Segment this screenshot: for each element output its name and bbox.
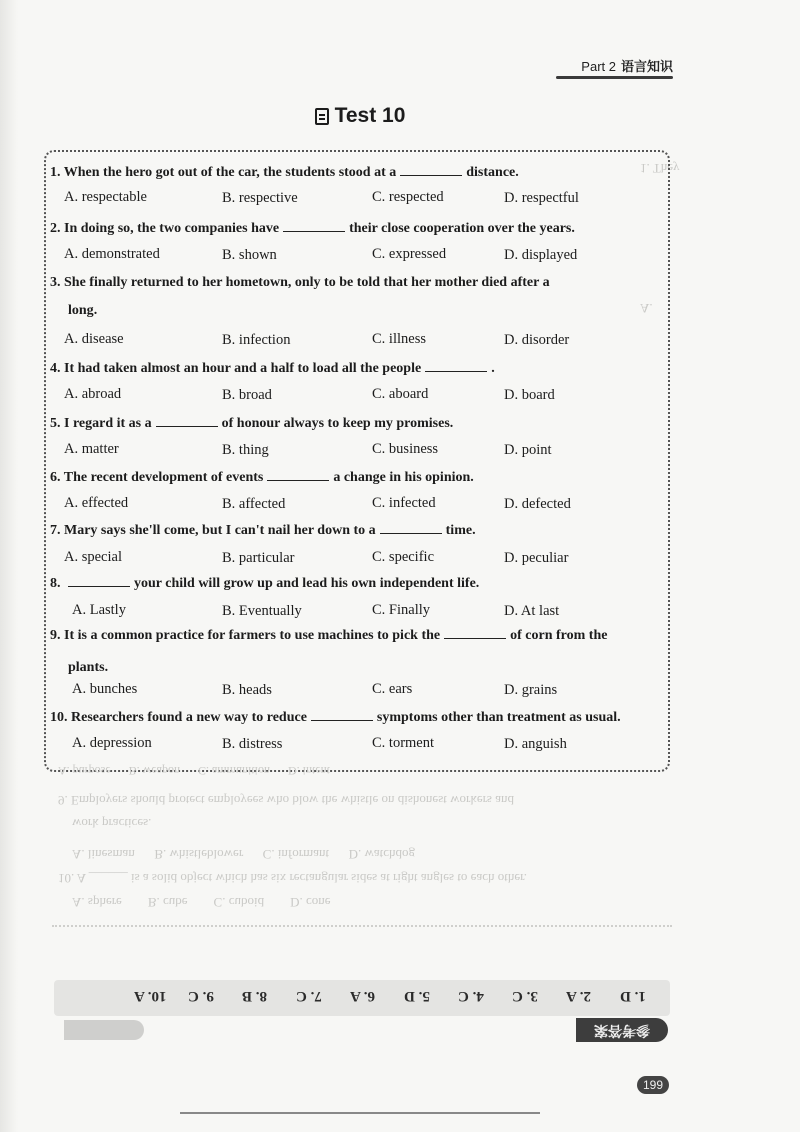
question-4 <box>50 358 670 379</box>
question-number: 8. <box>50 576 61 591</box>
question-9 <box>50 625 670 646</box>
option-c: C. aboard <box>372 386 429 402</box>
bleed-through-text: A. sphere B. cube C. cuboid D. cone <box>72 895 331 910</box>
bleed-through-text: 9. Employers should protect employees who blow the whistle on dishonest workers and <box>58 793 515 808</box>
answer-blank <box>156 413 218 427</box>
question-5 <box>50 413 670 434</box>
question-8 <box>50 573 670 594</box>
option-c: C. business <box>372 441 439 457</box>
question-text-after-blank: . <box>491 361 495 376</box>
question-text: long <box>68 303 94 318</box>
test-title <box>0 104 720 128</box>
bleed-through-text: A. <box>640 301 653 316</box>
question-number: 2. <box>50 221 61 236</box>
answer-item: 8. B <box>242 988 268 1004</box>
option-d: D. grains <box>504 682 558 698</box>
answer-blank <box>425 358 487 372</box>
option-d: D. disorder <box>504 332 570 348</box>
question-6 <box>50 467 670 488</box>
question-number: 1. <box>50 165 61 180</box>
option-c: C. expressed <box>372 246 447 262</box>
question-number: 4. <box>50 361 61 376</box>
option-a: A. Lastly <box>72 602 126 618</box>
option-c: C. specific <box>372 549 435 565</box>
bleed-through-text: A. purpose B. weapon C. ammunition D. intent <box>58 764 330 778</box>
quiz-box <box>44 150 670 772</box>
answer-item: 3. C <box>512 988 538 1004</box>
option-b: B. distress <box>222 736 283 752</box>
answer-blank <box>68 573 130 587</box>
option-a: A. matter <box>64 441 119 457</box>
question-text: Mary says she'll come, but I can't nail her down to a <box>64 523 376 538</box>
question-text-after-blank: of corn from the <box>510 628 608 643</box>
option-a: A. disease <box>64 331 124 347</box>
question-text-after-blank: their close cooperation over the years. <box>349 221 575 236</box>
question-continuation <box>68 303 97 319</box>
header-underline <box>556 76 673 79</box>
option-d: D. respectful <box>504 190 579 206</box>
question-10 <box>50 707 670 728</box>
option-a: A. effected <box>64 495 129 511</box>
option-c: C. Finally <box>372 602 431 618</box>
question-number: 10. <box>50 710 68 725</box>
question-text-after-blank: time. <box>445 523 476 538</box>
option-c: C. ears <box>372 681 413 697</box>
question-text-after-blank: symptoms other than treatment as usual. <box>376 710 621 725</box>
option-a: A. special <box>64 549 122 565</box>
option-a: A. depression <box>72 735 152 751</box>
option-d: D. defected <box>504 496 571 512</box>
answer-blank <box>267 467 329 481</box>
answer-item: 10. A <box>134 988 167 1004</box>
test-title-text: Test 10 <box>334 104 406 127</box>
question-text: She finally returned to her hometown, only to be told that her mother died after a <box>64 275 550 290</box>
option-b: B. thing <box>222 442 269 458</box>
bottom-rule <box>180 1112 540 1114</box>
answer-tag-accent <box>64 1020 144 1040</box>
part-label: Part 2 <box>581 59 616 74</box>
option-d: D. board <box>504 387 555 403</box>
answer-item: 1. D <box>620 988 646 1004</box>
option-d: D. anguish <box>504 736 567 752</box>
option-b: B. broad <box>222 387 272 403</box>
page-header <box>548 52 673 82</box>
question-number: 3. <box>50 275 61 290</box>
question-number: 7. <box>50 523 61 538</box>
question-text: In doing so, the two companies have <box>64 221 280 236</box>
option-c: C. illness <box>372 331 426 347</box>
question-text: plants. <box>68 660 109 675</box>
question-text: When the hero got out of the car, the students stood at a <box>63 165 397 180</box>
option-b: B. shown <box>222 247 277 263</box>
answer-key-label: 参考答案 <box>576 1018 668 1042</box>
question-text: It had taken almost an hour and a half to load all the people <box>64 361 422 376</box>
answer-item: 5. D <box>404 988 430 1004</box>
answer-item: 2. A <box>566 988 592 1004</box>
question-continuation <box>68 660 108 676</box>
question-number: 9. <box>50 628 61 643</box>
bleed-through-text: A. linesman B. whistleblower C. informant D. watchdog <box>72 847 416 862</box>
option-a: A. abroad <box>64 386 122 402</box>
bleed-through-text: work practices. <box>72 816 152 831</box>
option-b: B. infection <box>222 332 291 348</box>
answer-item: 7. C <box>296 988 322 1004</box>
question-number: 5. <box>50 416 61 431</box>
answer-blank <box>311 707 373 721</box>
answer-blank <box>380 520 442 534</box>
option-c: C. respected <box>372 189 444 205</box>
option-a: A. bunches <box>72 681 138 697</box>
question-text-after-blank: of honour always to keep my promises. <box>221 416 454 431</box>
option-b: B. affected <box>222 496 286 512</box>
option-a: A. respectable <box>64 189 147 205</box>
question-2 <box>50 218 670 239</box>
question-text-after-blank: distance. <box>466 165 519 180</box>
option-d: D. peculiar <box>504 550 569 566</box>
option-b: B. Eventually <box>222 603 302 619</box>
bleed-through-text: 1. They <box>640 161 680 176</box>
option-b: B. particular <box>222 550 295 566</box>
document-icon <box>315 108 329 125</box>
section-label: 语言知识 <box>620 59 673 74</box>
option-c: C. torment <box>372 735 435 751</box>
bleed-through-text: 10. A ______ is a solid object which has six rectangular sides at right angles to each other. <box>58 871 527 886</box>
divider <box>52 925 672 927</box>
question-text: It is a common practice for farmers to use machines to pick the <box>64 628 441 643</box>
answer-item: 4. C <box>458 988 484 1004</box>
question-text-after-blank: your child will grow up and lead his own independent life. <box>134 576 480 591</box>
question-number: 6. <box>50 470 61 485</box>
page-number: 199 <box>637 1076 669 1094</box>
option-b: B. heads <box>222 682 272 698</box>
question-text: I regard it as a <box>64 416 152 431</box>
question-7 <box>50 520 670 541</box>
option-d: D. point <box>504 442 552 458</box>
question-3 <box>50 273 670 293</box>
page-edge-shadow <box>0 0 18 1132</box>
answer-blank <box>283 218 345 232</box>
option-b: B. respective <box>222 190 298 206</box>
option-c: C. infected <box>372 495 436 511</box>
answer-item: 9. C <box>188 988 214 1004</box>
answer-blank <box>400 162 462 176</box>
answer-item: 6. A <box>350 988 376 1004</box>
question-text: Researchers found a new way to reduce <box>71 710 307 725</box>
option-d: D. At last <box>504 603 560 619</box>
question-text-after-blank: . <box>93 303 98 318</box>
question-text-after-blank: a change in his opinion. <box>333 470 474 485</box>
option-a: A. demonstrated <box>64 246 160 262</box>
question-text: The recent development of events <box>63 470 264 485</box>
option-d: D. displayed <box>504 247 578 263</box>
answer-blank <box>444 625 506 639</box>
question-1 <box>50 162 670 183</box>
